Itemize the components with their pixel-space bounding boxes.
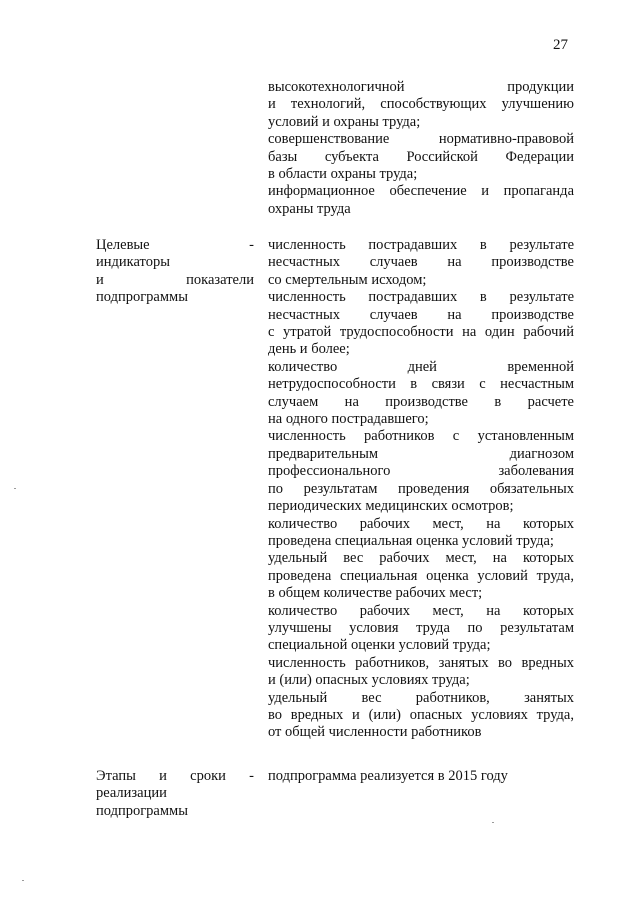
indicators-label [96,237,254,307]
indicator-line: предварительным диагнозом [268,445,574,462]
indicator-line: на одного пострадавшего; [268,411,429,428]
indicator-line: проведена специальная оценка условий труда, [268,567,574,584]
label-line: Этапы и сроки - [96,768,254,784]
indicator-line: со смертельным исходом; [268,271,427,288]
top-continuation-text [268,79,574,218]
indicator-line: по результатам проведения обязательных [268,480,574,497]
label-line: подпрограммы [96,289,188,306]
text-line: высокотехнологичной продукции [268,79,574,95]
text-line: охраны труда [268,200,351,217]
text-line: совершенствование нормативно-правовой [268,131,574,148]
page-number: 27 [553,37,568,53]
indicators-text [268,237,574,742]
scan-speck [22,880,24,881]
indicator-line: специальной оценки условий труда; [268,637,491,654]
indicator-line: случаем на производстве в расчете [268,393,574,410]
indicator-line: численность пострадавших в результате [268,289,574,306]
scan-speck [492,822,494,823]
indicator-line: численность пострадавших в результате [268,237,574,253]
text-line: условий и охраны труда; [268,113,421,130]
indicator-line: количество рабочих мест, на которых [268,602,574,619]
indicator-line: количество рабочих мест, на которых [268,515,574,532]
text-line: информационное обеспечение и пропаганда [268,183,574,200]
stages-text-line: подпрограмма реализуется в 2015 году [268,768,508,784]
indicator-line: численность работников, занятых во вредных [268,654,574,671]
indicator-line: с утратой трудоспособности на один рабочий [268,324,574,341]
label-line: подпрограммы [96,802,188,819]
label-line: Целевые - [96,237,254,253]
indicator-line: во вредных и (или) опасных условиях труда, [268,706,574,723]
label-line: и показатели [96,271,254,288]
text-line: в области охраны труда; [268,166,418,183]
indicator-line: и (или) опасных условиях труда; [268,672,470,689]
scan-speck [14,488,16,489]
stages-label [96,768,254,820]
indicator-line: удельный вес рабочих мест, на которых [268,550,574,567]
indicator-line: в общем количестве рабочих мест; [268,585,483,602]
indicator-line: численность работников с установленным [268,428,574,445]
text-line: и технологий, способствующих улучшению [268,96,574,113]
text-line: базы субъекта Российской Федерации [268,148,574,165]
stages-text [268,768,574,785]
indicator-line: день и более; [268,341,350,358]
indicator-line: профессионального заболевания [268,463,574,480]
label-line: индикаторы [96,254,170,271]
indicator-line: от общей численности работников [268,724,482,741]
indicator-line: нетрудоспособности в связи с несчастным [268,376,574,393]
indicator-line: количество дней временной [268,358,574,375]
indicator-line: проведена специальная оценка условий труда; [268,532,554,549]
indicator-line: улучшены условия труда по результатам [268,619,574,636]
indicator-line: несчастных случаев на производстве [268,306,574,323]
indicator-line: несчастных случаев на производстве [268,254,574,271]
label-line: реализации [96,785,167,802]
indicator-line: периодических медицинских осмотров; [268,498,514,515]
indicator-line: удельный вес работников, занятых [268,689,574,706]
